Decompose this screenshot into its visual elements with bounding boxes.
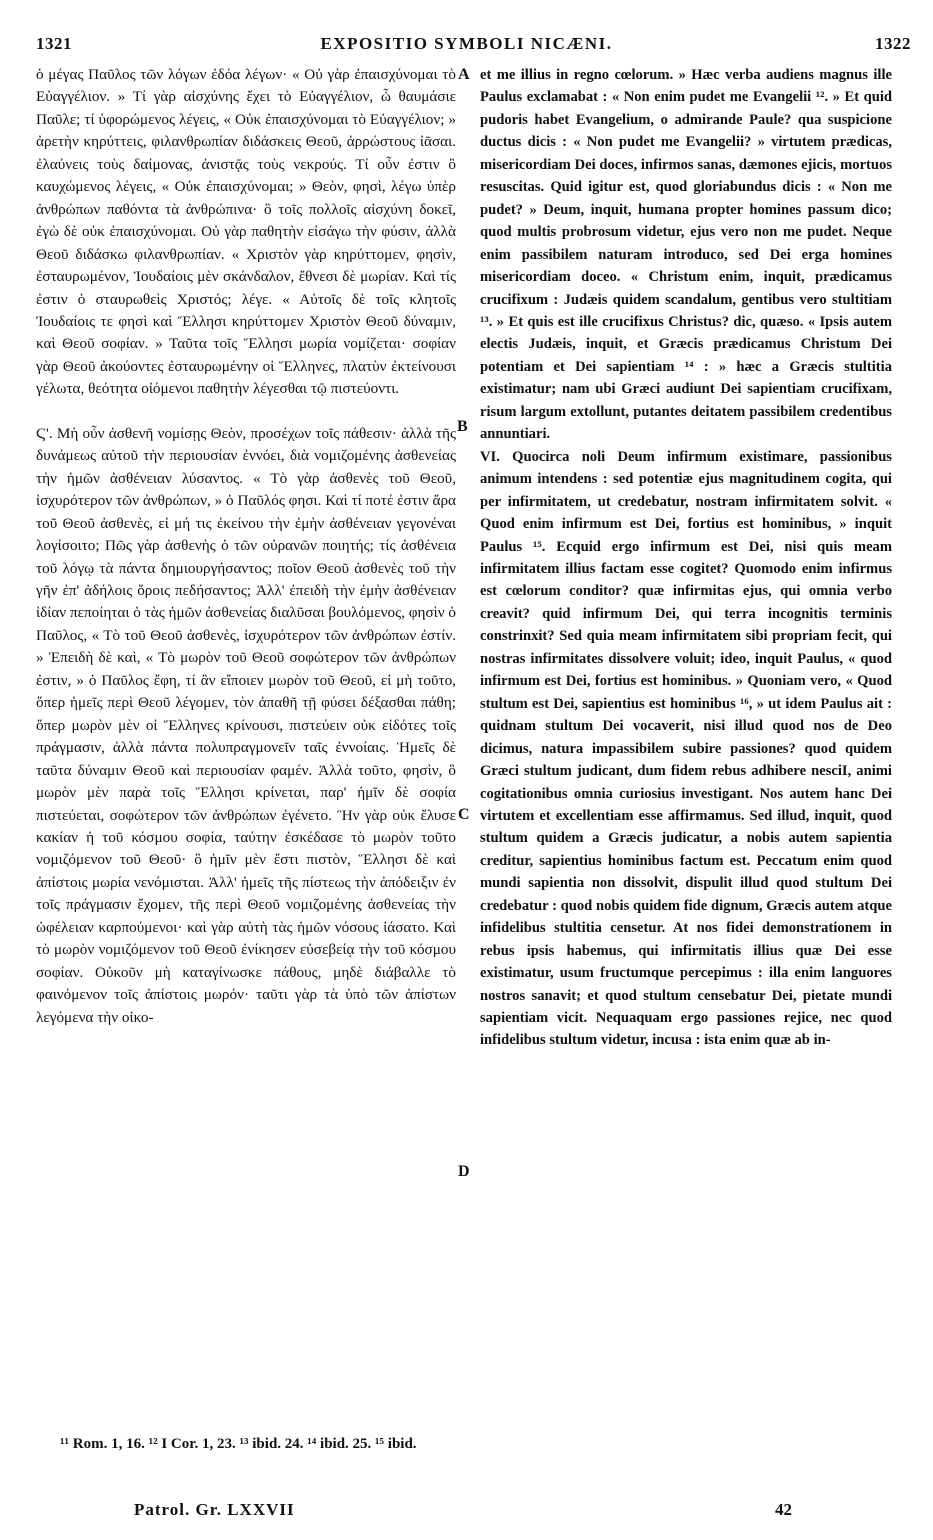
margin-marker-b: B (457, 418, 468, 435)
signature-mark: 42 (775, 1500, 792, 1519)
footnotes: ¹¹ Rom. 1, 16. ¹² I Cor. 1, 23. ¹³ ibid. 24. ¹⁴ ibid. 25. ¹⁵ ibid. (60, 1436, 417, 1452)
greek-paragraph-2: Ϛ'. Μὴ οὖν ἀσθενῆ νομίσῃς Θεὸν, προσέχων τοῖς πάθεσιν· ἀλλὰ τῆς δυνάμεως αὐτοῦ τὴν περιουσίαν ἐννόει, διὰ νομιζομένης ἀσθενείας τὴν ἡμῶν ἀσθένειαν λύσαντος. « Τὸ γὰρ ἀσθενὲς τοῦ Θεοῦ, ἰσχυρότερον τῶν ἀνθρώπων, » ὁ Παῦλός φησι. Καὶ τί ποτέ ἐστιν ἄρα τοῦ Θεοῦ ἀσθενὲς, εἰ μή τις ἐκείνου τὴν ἐμὴν ἀσθένειαν γεγονέναι λογίσοιτο; Πῶς γὰρ ἀσθενὴς ὁ τῶν οὐρανῶν ποιητής; τίς ἀσθένεια τοῦ λόγῳ τὰ πάντα δημιουργήσαντος; ποῖον Θεοῦ ἀσθενὲς τοῦ τὴν γῆν ἐπ' ἀδήλοις ὅροις πεδήσαντος; Ἀλλ' ἐπειδὴ τὴν ἐμὴν ἀσθένειαν ἰδίαν πεποίηται ὁ τὰς ἡμῶν ἀσθενείας διαλῦσαι βουλόμενος, φησὶν ὁ Παῦλος, « Τὸ τοῦ Θεοῦ ἀσθενὲς, ἰσχυρότερον τῶν ἀνθρώπων ἐστίν. » Ἐπειδὴ δὲ καὶ, « Τὸ μωρὸν τοῦ Θεοῦ σοφώτερον τῶν ἀνθρώπων ἐστιν, » ὁ Παῦλος ἔφη, τί ἂν εἴποιεν μωρὸν τοῦ Θεοῦ, εἰ μὴ τοῦτο, ὅπερ ἡμεῖς περὶ Θεοῦ λέγομεν, τὸν ἀπαθῆ τῇ φύσει δέξασθαι πάθη; ὅπερ μωρὸν μὲν οἱ Ἕλληνες κρίνουσι, πιστεύειν οὐκ εἰδότες τοῖς πράγμασιν, ἀλλὰ πάντα πολυπραγμονεῖν ταῖς ἐννοίαις. Ἡμεῖς δὲ ταῦτα δύναμιν Θεοῦ καὶ περιουσίαν φαμέν. Ἀλλὰ τοῦτο, φησὶν, ὃ μωρὸν μὲν παρὰ τοῖς Ἕλλησι κρίνεται, παρ' ἡμῖν δὲ σοφία πιστεύεται, σοφώτερον τῶν ἀνθρώπων ἐγένετο. Ἣν γὰρ οὐκ ἔλυσε κακίαν ἡ τοῦ κόσμου σοφία, ταύτην ἐσκέδασε τὸ μωρὸν τοῦτο νομιζόμενον τοῦ Θεοῦ· ὃ ἡμῖν μὲν ἔστι πιστὸν, Ἕλλησι δὲ καὶ ἀπίστοις μωρία νενόμισται. Ἀλλ' ἡμεῖς τῆς πίστεως τὴν ἀπόδειξιν ἐν τοῖς πράγμασιν ἔχομεν, τῆς περὶ Θεοῦ νομιζομένης ἀσθενείας τὴν ὠφέλειαν καρπούμενοι· καὶ γὰρ αὐτὴ τὰς ἡμῶν νόσους ἰάσατο. Καὶ τὸ μωρὸν νομιζόμενον τοῦ Θεοῦ ἐνίκησεν εὐσεβείᾳ τὴν τοῦ κόσμου σοφίαν. Οὐκοῦν μὴ καταγίνωσκε πάθους, μηδὲ διάβαλλε τὸ φαινόμενον τοῖς ἀπίστοις μωρόν· ταῦτι γὰρ τὰ ὑπὸ τῶν ἀπίστων λεγόμενα τὴν οἰκο- (36, 424, 456, 1026)
series-footer: Patrol. Gr. LXXVII (134, 1500, 295, 1519)
greek-paragraph-1: ὁ μέγας Παῦλος τῶν λόγων ἐδόα λέγων· « Οὐ γὰρ ἐπαισχύνομαι τὸ Εὐαγγέλιον. » Τί γὰρ αἰσχύνης ἔχει τὸ Εὐαγγέλιον, ὦ θαυμάσιε Παῦλε; τί ὑφορώμενος λέγεις, « Οὐκ ἐπαισχύνομαι τὸ Εὐαγγέλιον; » ἀρετὴν κηρύττεις, φιλανθρωπίαν διδάσκεις Θεοῦ, ἀρρώστους ἰᾶσαι. ἐλαύνεις τοὺς δαίμονας, ἀνιστᾷς τοὺς νεκρούς. Τί οὖν ἐστιν ὃ καυχώμενος λέγεις, « Οὐκ ἐπαισχύνομαι; » Θεὸν, φησὶ, λέγω ὑπὲρ ἀνθρώπων παθόντα τὰ ἀνθρώπινα· ὃ τοῖς πολλοῖς αἰσχύνη δοκεῖ, ἐγὼ δὲ οὐκ ἐπαισχύνομαι. Οὐ γὰρ παθητὴν εἰσάγω τὴν φύσιν, ἀλλὰ Θεοῦ διδάσκω φιλανθρωπίαν. « Χριστὸν γὰρ κηρύττομεν, φησὶν, ἐσταυρωμένον, Ἰουδαίοις μὲν σκάνδαλον, ἔθνεσι δὲ μωρίαν. Καὶ τίς ἐστιν ὁ σταυρωθεὶς Χριστός; λέγε. « Αὐτοῖς δὲ τοῖς κλητοῖς Ἰουδαίοις τε φησὶ καὶ Ἕλλησι κηρύττομεν Χριστὸν Θεοῦ δύναμιν, καὶ Θεοῦ σοφίαν. » Ταῦτα τοῖς Ἕλλησι μωρία νομίζεται· σοφίαν γὰρ Θεοῦ ἀκούοντες ἐσταυρωμένην οἱ Ἕλληνες, πλατὺν ἐκτείνουσι γέλωτα, θεότητα οἰόμενοι παθητὴν λέγεσθαι τῷ πιστεύοντι. (36, 66, 456, 398)
latin-paragraph-1: et me illius in regno cœlorum. » Hæc verba audiens magnus ille Paulus exclamabat : « Non enim pudet me Evangelii ¹². » Et quid pudoris habet Evangelium, o admirande Paule? qua suspicione ductus dicis : « Non pudet me Evangelii? » virtutem prædicas, misericordiam Dei doces, infirmos sanas, dæmones ejicis, mortuos resuscitas. Quid igitur est, quod gloriabundus dicis : « Non me pudet? » Deum, inquit, humana propter homines passum dico; quod multis probrosum videtur, ejus vero non me pudet. Neque enim passibilem naturam introduco, sed Dei erga homines misericordiam doceo. « Christum enim, inquit, prædicamus crucifixum : Judæis quidem scandalum, gentibus vero stultitiam ¹³. » Et quis est ille crucifixus Christus? dic, quæso. « Ipsis autem electis Judæis, inquit, et Græcis prædicamus Christum Dei potentiam et Dei sapientiam ¹⁴ : » hæc a Græcis stultitia existimatur; nam ubi Græci audiunt Dei sapientiam crucifixam, risum largum extollunt, putantes deitatem passibilem credentibus annuntiari. (480, 67, 892, 443)
paragraph-gap (36, 401, 456, 423)
right-page-number: 1322 (875, 34, 911, 53)
running-title: EXPOSITIO SYMBOLI NICÆNI. (320, 34, 613, 53)
margin-marker-c: C (458, 806, 470, 823)
greek-column (36, 64, 456, 1029)
latin-column (480, 64, 892, 1052)
margin-marker-d: D (458, 1163, 470, 1180)
latin-paragraph-2: VI. Quocirca noli Deum infirmum existimare, passionibus animum intendens : sed potentiæ ejus magnitudinem cogita, qui per infirmitatem, ut credebatur, nostram infirmitatem solvit. « Quod enim infirmum est Dei, fortius est hominibus, » inquit Paulus ¹⁵. Ecquid ergo infirmum est Dei, nisi quis meam infirmitatem illius factam esse cogitet? Quomodo enim infirmus est cœlorum conditor? quæ infirmitas ejus, qui omnia verbo creavit? quid infirmum Dei, qui terra incognitis terminis constrinxit? Sed quia meam infirmitatem sibi propriam fecit, qui nostras infirmitates dissolvere voluit; ideo, inquit Paulus, « quod infirmum est Dei, fortius est hominibus. » Quoniam vero, « Quod stultum est Dei, sapientius est hominibus ¹⁶, » ut idem Paulus ait : quidnam stultum Dei vocaverit, nisi illud quod nos de Deo dicimus, natura impassibilem subire passiones? quod quidem Græci stultum judicant, dum fidem rebus adhibere nesciI, animi cogitationibus omnia curiosius investigant. Nos autem hanc Dei virtutem et excellentiam esse affirmamus. Sed illud, inquit, quod stultum quidem a Græcis judicatur, a nobis autem sapientia creditur, sapientius hominibus factum est. Peccatum enim quod mundi sapientia non dissolvit, dispulit illud quod stultum Dei credebatur : quod nobis quidem fide dignum, Græcis autem atque infidelibus stultitia censetur. At nos fidei demonstrationem in rebus ipsis habemus, qui infirmitatis illius quæ Dei esse existimatur, usum fructumque percepimus : illa enim languores nostros sanavit; et quod stultum censebatur Dei, pietate mundi sapientiam vicit. Nequaquam ergo passiones rejice, nec quod infidelibus stultum videtur, incusa : ista enim quæ ab in- (480, 448, 892, 1049)
left-page-number: 1321 (36, 34, 72, 53)
margin-marker-a: A (458, 66, 470, 83)
